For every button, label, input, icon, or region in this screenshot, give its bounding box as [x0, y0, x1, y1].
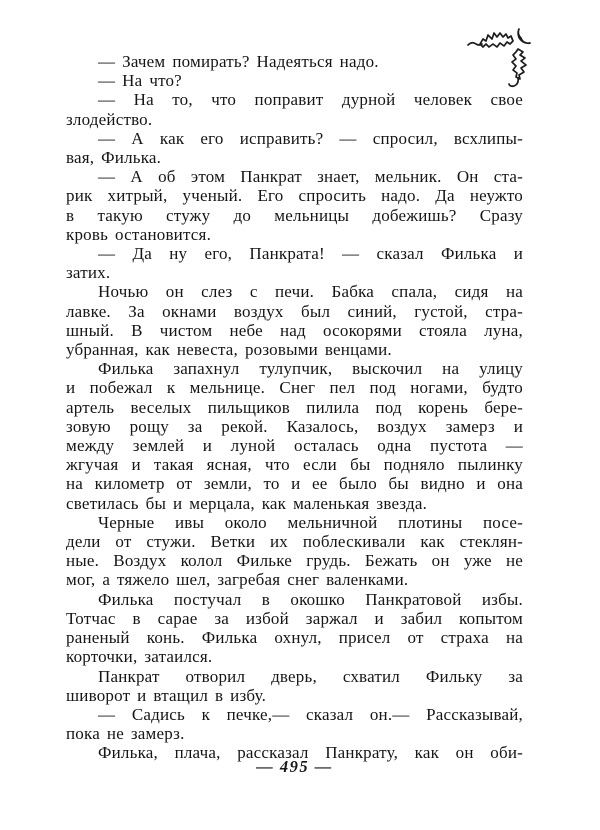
text-line: корточки, затаился. [66, 647, 213, 667]
text-line: дели от стужи. Ветки их поблескивали как стеклян- [66, 532, 523, 552]
text-block [66, 52, 523, 763]
page-number: — 495 — [256, 757, 333, 776]
text-line: Тотчас в сарае за избой заржал и забил копытом [66, 608, 523, 628]
text-line: мог, а тяжело шел, загребая снег валенками. [66, 570, 409, 590]
text-line: шный. В чистом небе над осокорями стояла луна, [66, 320, 523, 340]
text-line: жгучая и такая ясная, что если бы подняло пылинку [66, 455, 523, 475]
text-line: светилась бы и мерцала, как маленькая звезда. [66, 493, 428, 513]
text-line: Филька запахнул тулупчик, выскочил на улицу [98, 359, 523, 379]
text-line: раненый конь. Филька охнул, присел от страха на [66, 628, 523, 648]
text-line: и побежал к мельнице. Снег пел под ногами, будто [66, 378, 523, 398]
text-line: Панкрат отворил дверь, схватил Фильку за [98, 666, 523, 686]
text-line: Филька, плача, рассказал Панкрату, как он оби- [98, 743, 523, 763]
text-line: злодейство. [66, 109, 153, 129]
text-line: — Садись к печке,— сказал он.— Рассказывай, [98, 704, 523, 724]
text-line: на километр от земли, то и ее было бы видно и она [66, 474, 523, 494]
text-line: — Да ну его, Панкрата! — сказал Филька и [98, 244, 523, 264]
text-line: затих. [66, 263, 111, 283]
text-line: артель веселых пильщиков пилила под корень бере- [66, 397, 523, 417]
text-line: пока не замерз. [66, 724, 185, 744]
text-line: ные. Воздух колол Фильке грудь. Бежать он уже не [66, 551, 523, 571]
text-line: — А об этом Панкрат знает, мельник. Он ста- [98, 167, 523, 187]
text-line: — А как его исправить? — спросил, всхлипы- [98, 128, 523, 148]
text-line: вая, Филька. [66, 148, 162, 168]
text-line: Ночью он слез с печи. Бабка спала, сидя на [98, 282, 523, 302]
text-line: рик хитрый, ученый. Его спросить надо. Да неужто [66, 186, 523, 206]
text-line: Филька постучал в окошко Панкратовой избы. [98, 589, 523, 609]
text-line: между землей и луной осталась одна пустота — [66, 436, 523, 456]
text-line: в такую стужу до мельницы добежишь? Сразу [66, 205, 523, 225]
text-line: — Зачем помирать? Надеяться надо. [98, 52, 379, 71]
text-line: зовую рощу за рекой. Казалось, воздух замерз и [66, 416, 523, 436]
text-line: лавке. За окнами воздух был синий, густой, стра- [66, 301, 523, 321]
text-line: — На то, что поправит дурной человек свое [98, 90, 523, 110]
text-line: Черные ивы около мельничной плотины посе- [98, 512, 523, 532]
text-line: кровь остановится. [66, 224, 212, 244]
text-line: убранная, как невеста, розовыми венцами. [66, 340, 392, 360]
text-line: шиворот и втащил в избу. [66, 685, 267, 705]
text-line: — На что? [98, 71, 182, 91]
